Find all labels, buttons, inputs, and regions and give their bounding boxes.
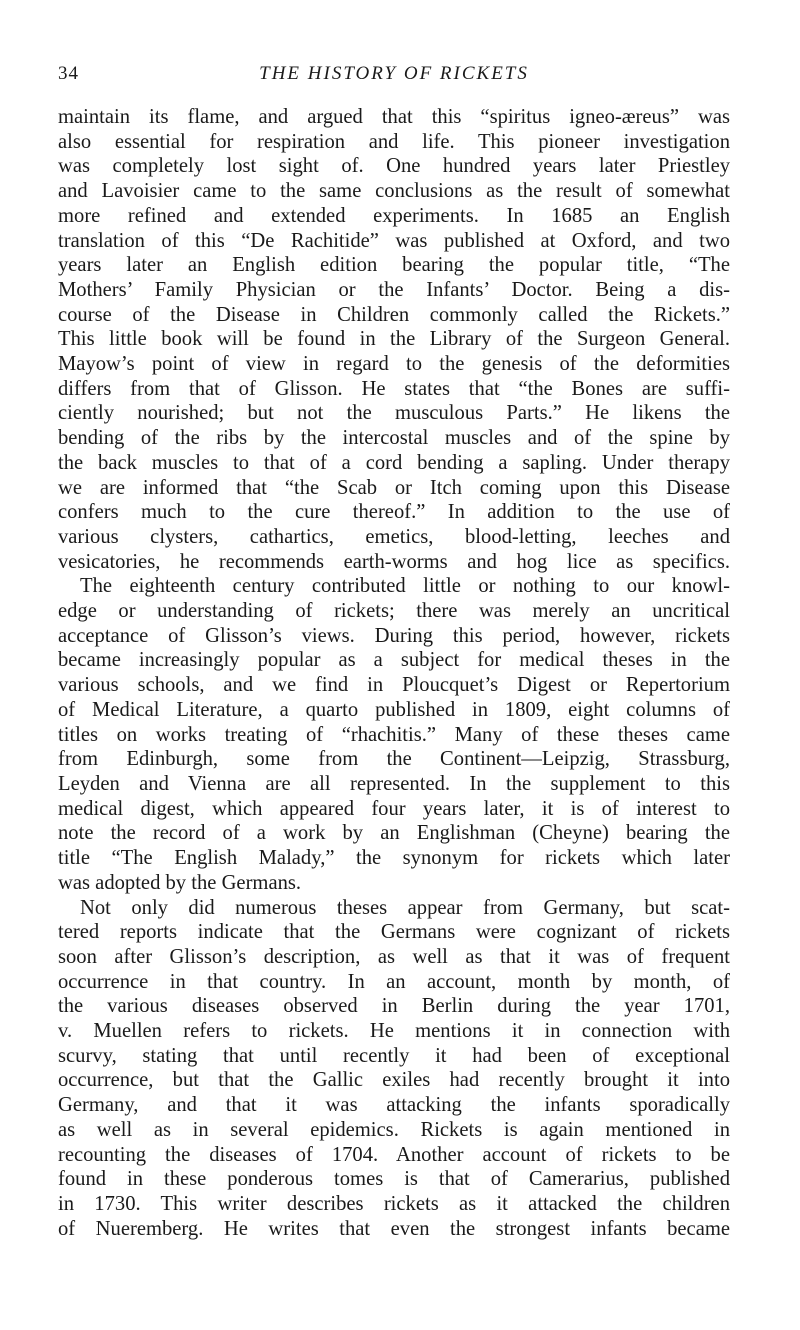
text-line: years later an English edition bearing the popular title, “The [58, 254, 730, 277]
text-line: Mothers’ Family Physician or the Infants’ Doctor. Being a dis- [58, 278, 730, 301]
text-line: bending of the ribs by the intercostal muscles and of the spine by [58, 427, 730, 450]
body-text [58, 105, 730, 1241]
text-line: medical digest, which appeared four years later, it is of interest to [58, 797, 730, 820]
text-line: This little book will be found in the Library of the Surgeon General. [58, 328, 730, 351]
text-line: as well as in several epidemics. Rickets is again mentioned in [58, 1118, 730, 1141]
text-line: various schools, and we find in Ploucquet’s Digest or Repertorium [58, 674, 730, 697]
text-line: ciently nourished; but not the musculous Parts.” He likens the [58, 402, 730, 425]
text-line: Mayow’s point of view in regard to the genesis of the deformities [58, 353, 730, 376]
text-line: various clysters, cathartics, emetics, blood-letting, leeches and [58, 525, 730, 548]
page-number: 34 [58, 63, 79, 84]
text-line: acceptance of Glisson’s views. During this period, however, rickets [58, 624, 730, 647]
text-line: translation of this “De Rachitide” was published at Oxford, and two [58, 229, 730, 252]
text-line: occurrence in that country. In an account, month by month, of [58, 970, 730, 993]
text-line: confers much to the cure thereof.” In addition to the use of [58, 501, 730, 524]
text-line: in 1730. This writer describes rickets as it attacked the children [58, 1192, 730, 1215]
running-head-title: THE HISTORY OF RICKETS [259, 63, 529, 84]
text-line: became increasingly popular as a subject for medical theses in the [58, 649, 730, 672]
text-line: v. Muellen refers to rickets. He mentions it in connection with [58, 1020, 730, 1043]
text-line: and Lavoisier came to the same conclusions as the result of somewhat [58, 180, 730, 203]
text-line: of Medical Literature, a quarto published in 1809, eight columns of [58, 698, 730, 721]
text-line: maintain its flame, and argued that this “spiritus igneo-æreus” was [58, 106, 730, 128]
text-line: occurrence, but that the Gallic exiles had recently brought it into [58, 1069, 730, 1092]
text-line: note the record of a work by an Englishman (Cheyne) bearing the [58, 822, 730, 845]
text-line: found in these ponderous tomes is that of Camerarius, published [58, 1168, 730, 1191]
text-line: tered reports indicate that the Germans were cognizant of rickets [58, 921, 730, 944]
text-line: was completely lost sight of. One hundred years later Priestley [58, 155, 730, 178]
text-line: from Edinburgh, some from the Continent—Leipzig, Strassburg, [58, 748, 730, 771]
text-line: we are informed that “the Scab or Itch coming upon this Disease [58, 476, 730, 499]
text-line: course of the Disease in Children commonly called the Rickets.” [58, 303, 730, 326]
text-line: recounting the diseases of 1704. Another account of rickets to be [58, 1143, 730, 1166]
running-head [58, 62, 730, 86]
text-line: of Nueremberg. He writes that even the strongest infants became [58, 1217, 730, 1240]
text-line: vesicatories, he recommends earth-worms and hog lice as specifics. [58, 550, 730, 573]
text-line: Germany, and that it was attacking the infants sporadically [58, 1094, 730, 1117]
text-line: soon after Glisson’s description, as well as that it was of frequent [58, 945, 730, 968]
text-line: Leyden and Vienna are all represented. In the supplement to this [58, 772, 730, 795]
text-line: was adopted by the Germans. [58, 871, 302, 894]
text-line: the various diseases observed in Berlin during the year 1701, [58, 995, 730, 1018]
text-line: Not only did numerous theses appear from Germany, but scat- [80, 896, 730, 919]
text-line: also essential for respiration and life. This pioneer investigation [58, 130, 730, 153]
text-line: differs from that of Glisson. He states that “the Bones are suffi- [58, 377, 730, 400]
text-line: edge or understanding of rickets; there was merely an uncritical [58, 600, 730, 623]
text-line: scurvy, stating that until recently it had been of exceptional [58, 1044, 730, 1067]
text-line: titles on works treating of “rhachitis.” Many of these theses came [58, 723, 730, 746]
text-line: title “The English Malady,” the synonym for rickets which later [58, 847, 730, 870]
text-line: more refined and extended experiments. In 1685 an English [58, 204, 730, 227]
text-line: the back muscles to that of a cord bending a sapling. Under therapy [58, 451, 730, 474]
text-line: The eighteenth century contributed little or nothing to our knowl- [80, 575, 730, 598]
